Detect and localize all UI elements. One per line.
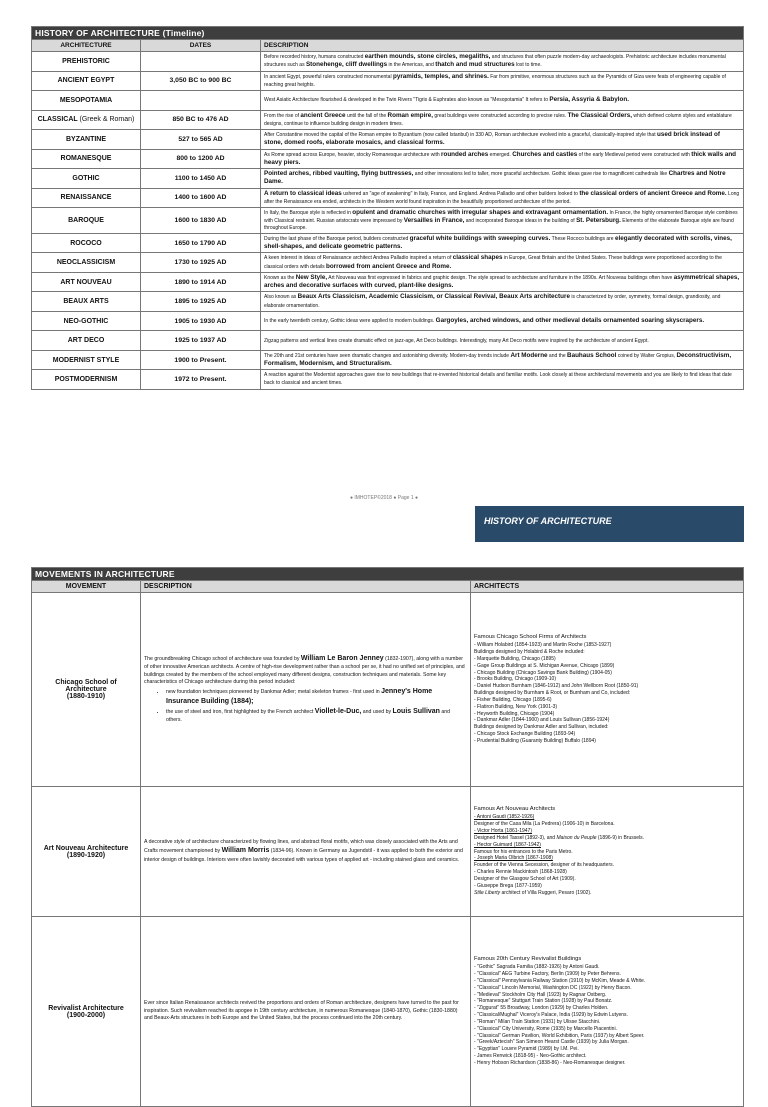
- desc-emphasis: borrowed from ancient Greece and Rome.: [325, 262, 452, 270]
- desc-text: and structures that often puzzle modern-day archaeologists. Prehistoric architecture includes monumental structures such as: [264, 54, 726, 69]
- description-cell: [261, 188, 744, 208]
- architecture-name: ROMANESQUE: [60, 155, 112, 163]
- desc-text: the use of steel and iron, first highlighted by the French architect: [166, 709, 315, 716]
- description-cell: [261, 91, 744, 111]
- architect-entry: - Joseph Maria Olbrich (1867-1908): [474, 855, 553, 862]
- architect-entry: Famous for his entrances to the Paris Metro.: [474, 848, 573, 855]
- dates-cell: 1895 to 1925 AD: [141, 292, 261, 312]
- desc-emphasis: Beaux Arts Classicism, Academic Classicism, or Classical Revival, Beaux Arts architecture: [297, 293, 570, 301]
- list-item: [166, 687, 467, 707]
- architecture-name: PREHISTORIC: [62, 57, 110, 65]
- desc-emphasis: Chartres and Notre Dame.: [264, 170, 726, 186]
- desc-emphasis: St. Petersburg.: [576, 217, 621, 225]
- description-cell: [261, 208, 744, 234]
- architect-entry: - "Romanesque" Stuttgart Train Station (1928) by Paul Bonatz.: [474, 998, 613, 1005]
- architect-entry: Buildings designed by Holabird & Roche included:: [474, 648, 585, 655]
- architect-entry: - Gage Group Buildings at S. Michigan Avenue, Chicago (1899): [474, 662, 615, 669]
- desc-emphasis: Pointed arches, ribbed vaulting, flying buttresses,: [264, 170, 414, 178]
- desc-text: The 20th and 21st centuries have seen dramatic changes and astonishing diversity. Modern-day trends include: [264, 352, 511, 359]
- architect-entry: [474, 835, 740, 842]
- timeline-row: [32, 272, 744, 292]
- timeline-row: [32, 71, 744, 91]
- architect-entry: - James Renwick (1818-95) - Neo-Gothic architect.: [474, 1053, 587, 1060]
- movement-name: [32, 593, 141, 787]
- movement-row-revivalist: [32, 917, 744, 1107]
- dates-cell: 1400 to 1600 AD: [141, 188, 261, 208]
- description-cell: [261, 130, 744, 150]
- description-cell: [261, 149, 744, 169]
- timeline-table: [31, 26, 744, 390]
- architects-list: [471, 917, 744, 1107]
- architect-entry: - Marquette Building, Chicago (1895): [474, 655, 556, 662]
- architect-entry: - "Greek/Aztecish" San Simeon Hearst Castle (1939) by Julia Morgan.: [474, 1039, 629, 1046]
- architecture-name-suffix: (Greek & Roman): [79, 116, 135, 124]
- architecture-name: RENAISSANCE: [60, 194, 112, 202]
- desc-emphasis: A return to classical ideas: [264, 189, 342, 197]
- timeline-row: [32, 331, 744, 351]
- desc-text: (1834-96). Known in Germany as Jugendstil - it was applied to both the exterior and interior design of buildings. Interiors were often lavishly decorated with various types of applied art - including stained glass and ceramics.: [144, 848, 463, 863]
- desc-text: Far from primitive, enormous structures such as the Pyramids of Giza were feats of engineering capable of reaching great heights.: [264, 73, 726, 88]
- architecture-cell: [32, 208, 141, 234]
- desc-emphasis: Bauhaus School: [567, 351, 617, 359]
- architecture-name: BAROQUE: [68, 216, 104, 224]
- desc-emphasis: Louis Sullivan: [392, 708, 440, 716]
- architect-entry: - "Roman" Milan Train Station (1931) by Ulisse Stacchini.: [474, 1018, 601, 1025]
- architecture-cell: [32, 370, 141, 390]
- characteristics-list: [144, 687, 467, 725]
- architecture-name: ANCIENT EGYPT: [57, 77, 115, 85]
- desc-text: These Rococo buildings are: [550, 235, 615, 242]
- timeline-row: [32, 149, 744, 169]
- desc-emphasis: William Morris: [221, 847, 270, 855]
- architect-entry: - Prudential Building (Guaranty Building) Buffalo (1894): [474, 737, 596, 744]
- architecture-name: ART NOUVEAU: [60, 278, 112, 286]
- desc-emphasis: Churches and castles: [512, 150, 578, 158]
- architecture-name: BYZANTINE: [65, 135, 107, 143]
- column-header-architecture: ARCHITECTURE: [32, 40, 141, 52]
- dates-cell: 800 to 1200 AD: [141, 149, 261, 169]
- description-cell: [261, 169, 744, 189]
- desc-text: After Constantine moved the capital of the Roman empire to Byzantium (now called Istanbul) in 330 AD, Roman architecture evolved into a graceful, classically-inspired style that: [264, 132, 657, 139]
- architecture-cell: [32, 188, 141, 208]
- description-cell: [261, 331, 744, 351]
- architect-entry: - Charles Rennie Mackintosh (1868-1928): [474, 869, 567, 876]
- dates-cell: 3,050 BC to 900 BC: [141, 71, 261, 91]
- desc-emphasis: Persia, Assyria & Babylon.: [549, 96, 629, 104]
- dates-cell: [141, 91, 261, 111]
- desc-emphasis: thick walls and heavy piers.: [264, 150, 737, 166]
- desc-text: which defined column styles and entablature designs, continue to influence building design in modern times.: [264, 113, 732, 127]
- architect-entry: - Dankmar Adler (1844-1900) and Louis Sullivan (1856-1924): [474, 717, 610, 724]
- architecture-cell: [32, 52, 141, 72]
- description-cell: [261, 110, 744, 130]
- movement-description: [141, 787, 471, 917]
- timeline-row: [32, 253, 744, 273]
- description-cell: [261, 71, 744, 91]
- list-item: [166, 707, 467, 725]
- architect-entry: - "Classical" Lincoln Memorial, Washington DC (1922) by Henry Bacon.: [474, 984, 632, 991]
- desc-text: A decorative style of architecture characterized by flowing lines, and abstract floral motifs, which was closely associated with the Arts and Crafts movement championed by: [144, 838, 458, 855]
- movements-title: MOVEMENTS IN ARCHITECTURE: [32, 568, 744, 581]
- desc-text: of the early Medieval period were constructed with: [577, 151, 692, 158]
- architect-entry: - Heyworth Building, Chicago (1904): [474, 710, 555, 717]
- architecture-cell: [32, 292, 141, 312]
- column-header-description: DESCRIPTION: [141, 581, 471, 593]
- architecture-name: POSTMODERNISM: [54, 376, 118, 384]
- entry-text: (1896-9) in Brussels.: [596, 834, 645, 841]
- architecture-cell: [32, 350, 141, 370]
- architect-entry: Buildings designed by Burnham & Root, or Burnham and Co, included:: [474, 690, 631, 697]
- architect-entry: - "Classical" German Pavilion, World Exhibition, Paris (1937) by Albert Speer.: [474, 1032, 645, 1039]
- dates-cell: 850 BC to 476 AD: [141, 110, 261, 130]
- description-cell: [261, 52, 744, 72]
- architecture-cell: [32, 149, 141, 169]
- movement-description: [141, 593, 471, 787]
- architecture-name: CLASSICAL: [37, 116, 78, 124]
- architecture-cell: [32, 110, 141, 130]
- dates-cell: 1650 to 1790 AD: [141, 233, 261, 253]
- description-cell: [261, 311, 744, 331]
- desc-text: emerged.: [488, 151, 513, 158]
- desc-emphasis: The Classical Orders,: [567, 112, 632, 120]
- movement-row-art-nouveau: [32, 787, 744, 917]
- desc-emphasis: New Style,: [295, 273, 328, 281]
- desc-text: Art Nouveau was first expressed in fabrics and graphic design. The style spread to architecture and furniture in the 1890s. Art Nouveau buildings often have: [327, 274, 674, 281]
- movement-title: Chicago School of Architecture: [55, 679, 117, 693]
- movement-years: (1890-1920): [66, 851, 106, 859]
- architect-entry: Designer of the Casa Mila (La Pedrera) (1906-10) in Barcelona.: [474, 821, 615, 828]
- desc-text: great buildings were constructed according to precise rules.: [433, 113, 568, 120]
- desc-emphasis: opulent and dramatic churches with irregular shapes and extravagant ornamentation.: [352, 209, 609, 216]
- architecture-cell: [32, 331, 141, 351]
- desc-text: In France, the highly ornamented Baroque style combines with Classical restraint. Russian aristocrats were impressed by: [264, 210, 738, 225]
- desc-emphasis: William Le Baron Jenney: [300, 655, 384, 663]
- architecture-name: NEOCLASSICISM: [56, 259, 116, 267]
- desc-emphasis: Roman empire,: [387, 112, 434, 120]
- movement-title: Revivalist Architecture: [48, 1004, 124, 1012]
- movement-description: Ever since Italian Renaissance architects revived the proportions and orders of Roman architecture, designers have turned to the past for inspiration. Such revivalism reached its apogee in 19th century architecture, in numerous Romanesque (1840-1870), Gothic (1830-1880) and Beaux-Arts structures in both Europe and the United States, but the process continued into the 20th century.: [141, 917, 471, 1107]
- architect-entry: - Chicago Building (Chicago Savings Bank Building) (1904-05): [474, 669, 612, 676]
- desc-text: From the rise of: [264, 113, 301, 120]
- entry-italic: Stile Liberty: [474, 889, 501, 896]
- desc-emphasis: rounded arches: [441, 150, 489, 158]
- desc-text: Also known as: [264, 294, 298, 301]
- description-cell: [261, 292, 744, 312]
- architecture-name: GOTHIC: [72, 174, 100, 182]
- desc-emphasis: asymmetrical shapes, arches and decorative surfaces with curved, plant-like designs.: [264, 273, 740, 290]
- entry-text: architect of Villa Ruggeri, Pesaro (1902).: [500, 889, 592, 896]
- architecture-name: MESOPOTAMIA: [59, 96, 113, 104]
- desc-emphasis: Art Moderne: [510, 351, 548, 359]
- column-header-movement: MOVEMENT: [32, 581, 141, 593]
- architect-entry: - Daniel Hudson Burnham (1846-1912) and John Wellborn Root (1850-91): [474, 683, 639, 690]
- architects-list: [471, 593, 744, 787]
- architect-entry: - Brooks Building, Chicago (1909-10): [474, 676, 556, 683]
- architect-entry: - Hector Guimard (1867-1942): [474, 841, 541, 848]
- architecture-cell: [32, 71, 141, 91]
- timeline-row: [32, 110, 744, 130]
- movements-table: [31, 567, 744, 1107]
- desc-text: in the Americas, and: [387, 62, 436, 69]
- desc-emphasis: Stonehenge, cliff dwellings: [305, 61, 388, 69]
- desc-text: and other innovations led to taller, more graceful architecture. Gothic ideas gave rise to magnificent cathedrals like: [413, 171, 669, 178]
- architect-entry: - Victor Horta (1861-1947): [474, 828, 532, 835]
- desc-text: Before recorded history, humans constructed: [264, 54, 365, 61]
- entry-text: Designed Hotel Tassel (1892-3), and: [474, 834, 557, 841]
- timeline-row: [32, 370, 744, 390]
- dates-cell: 1905 to 1930 AD: [141, 311, 261, 331]
- desc-text: and used by: [361, 709, 393, 716]
- architect-entry: - William Holabird (1854-1923) and Martin Roche (1853-1927): [474, 642, 612, 649]
- timeline-row: [32, 350, 744, 370]
- architecture-name: ROCOCO: [70, 239, 102, 247]
- dates-cell: 1730 to 1925 AD: [141, 253, 261, 273]
- architect-entry: - "Ziggurat" 55 Broadway, London (1929) by Charles Holden.: [474, 1005, 609, 1012]
- desc-text: and the: [547, 352, 568, 359]
- desc-text: lost to time.: [514, 62, 542, 69]
- architecture-cell: [32, 233, 141, 253]
- timeline-row: [32, 311, 744, 331]
- desc-emphasis: Deconstructivism, Formalism, Modernism, and Structuralism.: [264, 351, 732, 368]
- desc-text: and incorporated Baroque ideas in the building of: [464, 218, 577, 225]
- architecture-name: BEAUX ARTS: [63, 298, 109, 306]
- dates-cell: 1900 to Present.: [141, 350, 261, 370]
- dates-cell: 1972 to Present.: [141, 370, 261, 390]
- architecture-cell: [32, 311, 141, 331]
- architecture-cell: [32, 169, 141, 189]
- movement-title: Art Nouveau Architecture: [43, 844, 129, 852]
- description-cell: [261, 253, 744, 273]
- architect-entry: - "Classical" AEG Turbine Factory, Berlin (1909) by Peter Behrens.: [474, 970, 621, 977]
- timeline-row: [32, 52, 744, 72]
- desc-text: The groundbreaking Chicago school of architecture was founded by: [144, 656, 301, 663]
- architect-entry: [474, 890, 740, 897]
- dates-cell: 1925 to 1937 AD: [141, 331, 261, 351]
- desc-text: Known as the: [264, 274, 296, 281]
- dates-cell: [141, 52, 261, 72]
- movement-row-chicago: [32, 593, 744, 787]
- desc-text: is characterized by order, symmetry, formal design, grandiosity, and elaborate ornamentation.: [264, 294, 721, 309]
- architect-entry: - "Classical" City University, Rome (1935) by Marcello Piacentini.: [474, 1025, 617, 1032]
- column-header-description: DESCRIPTION: [261, 40, 744, 52]
- desc-emphasis: earthen mounds, stone circles, megaliths,: [364, 53, 491, 61]
- desc-emphasis: ancient Greece: [300, 112, 346, 120]
- desc-text: A reaction against the Modernist approaches gave rise to new buildings that re-invented historical details and familiar motifs. Look closely at these architectural movements and you are likely to find ideas that date back to classical and ancient times.: [264, 372, 732, 386]
- description-cell: [261, 370, 744, 390]
- architect-entry: Designer of the Glasgow School of Art (1909).: [474, 876, 576, 882]
- timeline-row: [32, 130, 744, 150]
- architects-list: [471, 787, 744, 917]
- movement-name: [32, 917, 141, 1107]
- desc-text: Zigzag patterns and vertical lines create dramatic effect on jazz-age, Art Deco buildings. Interestingly, many Art Deco motifs were inspired by the architecture of ancient Egypt.: [264, 337, 649, 344]
- desc-text: until the fall of the: [345, 113, 388, 120]
- timeline-title: HISTORY OF ARCHITECTURE (Timeline): [32, 27, 744, 40]
- architect-entry: - Henry Hobson Richardson (1838-86) - Neo-Romanesque designer.: [474, 1059, 626, 1066]
- desc-emphasis: pyramids, temples, and shrines.: [392, 72, 489, 80]
- architect-entry: - "Classical" Pennsylvania Railway Station (1910) by McKim, Meade & White.: [474, 977, 646, 984]
- architect-entry: - "Gothic" Sagrada Familia (1882-1926) by Antoni Gaudi.: [474, 964, 600, 971]
- architect-entry: - "Egyptian" Louvre Pyramid (1989) by I.M. Pei.: [474, 1046, 579, 1053]
- architect-entry: - Chicago Stock Exchange Building (1893-94): [474, 731, 576, 738]
- architect-entry: - Antoni Gaudi (1852-1926): [474, 814, 535, 821]
- architect-entry: - "Classical/Mughal" Viceroy's Palace, India (1929) by Edwin Lutyens.: [474, 1012, 628, 1019]
- desc-text: West Asiatic Architecture flourished & developed in the Twin Rivers "Tigris & Euphrates also known as "Mesopotamia" It refers to: [264, 97, 550, 104]
- timeline-row: [32, 188, 744, 208]
- column-header-architects: ARCHITECTS: [471, 581, 744, 593]
- architecture-cell: [32, 91, 141, 111]
- desc-emphasis: the classical orders of ancient Greece and Rome.: [579, 189, 727, 197]
- desc-text: new foundation techniques pioneered by Dankmar Adler; metal skeleton frames - first used in: [166, 688, 382, 695]
- dates-cell: 527 to 565 AD: [141, 130, 261, 150]
- architecture-cell: [32, 253, 141, 273]
- page-footer: ● IMHOTEP©2018 ● Page 1 ●: [349, 495, 419, 501]
- architect-entry: - Flatiron Building, New York (1901-3): [474, 703, 558, 710]
- desc-text: coined by Walter Gropius,: [616, 352, 677, 359]
- desc-text: In Italy, the Baroque style is reflected in: [264, 210, 353, 216]
- movement-years: (1900-2000): [66, 1011, 106, 1019]
- desc-text: Long after the Renaissance era ended, architects in the Western world found inspiration in the beautifully proportioned architecture of the period.: [264, 190, 740, 205]
- desc-emphasis: thatch and mud structures: [435, 61, 515, 69]
- architect-entry: - Fisher Building, Chicago (1895-6): [474, 696, 552, 703]
- architect-entry: - Giuseppe Brega (1877-1959): [474, 882, 542, 889]
- dates-cell: 1890 to 1914 AD: [141, 272, 261, 292]
- desc-emphasis: graceful white buildings with sweeping curves.: [409, 234, 551, 242]
- column-header-dates: DATES: [141, 40, 261, 52]
- desc-text: In the early twentieth century, Gothic ideas were applied to modern buildings.: [264, 318, 436, 324]
- architecture-name: NEO-GOTHIC: [63, 317, 109, 325]
- movement-name: [32, 787, 141, 917]
- architect-entry: Founder of the Vienna Secession, designer of its headquarters.: [474, 862, 614, 869]
- desc-text: ushered an "age of awakening" in Italy, France, and England. Andrea Palladio and other builders looked to: [341, 190, 580, 197]
- dates-cell: 1600 to 1830 AD: [141, 208, 261, 234]
- architecture-name: ART DECO: [67, 337, 105, 345]
- timeline-row: [32, 292, 744, 312]
- desc-text: A keen interest in ideas of Renaissance architect Andrea Palladio inspired a return of: [264, 255, 453, 262]
- timeline-row: [32, 91, 744, 111]
- desc-emphasis: Viollet-le-Duc,: [314, 708, 362, 716]
- desc-emphasis: Versailles in France,: [403, 217, 465, 225]
- desc-text: As Rome spread across Europe, heavier, stocky Romanesque architecture with: [264, 151, 442, 158]
- section-banner: HISTORY OF ARCHITECTURE: [475, 506, 744, 542]
- timeline-row: [32, 169, 744, 189]
- desc-text: In ancient Egypt, powerful rulers constructed monumental: [264, 73, 393, 80]
- entry-italic: Maison du Peuple: [556, 834, 597, 841]
- architects-heading: Famous Art Nouveau Architects: [474, 806, 556, 813]
- desc-emphasis: used brick instead of stone, domed roofs, elaborate mosaics, and classical forms.: [264, 131, 720, 147]
- desc-emphasis: Gargoyles, arched windows, and other medieval details ornamented soaring skyscrapers.: [435, 317, 705, 324]
- architecture-cell: [32, 272, 141, 292]
- description-cell: [261, 233, 744, 253]
- movement-years: (1880-1910): [66, 693, 106, 700]
- architects-heading: Famous 20th Century Revivalist Buildings: [474, 956, 582, 963]
- description-cell: [261, 272, 744, 292]
- architecture-cell: [32, 130, 141, 150]
- architect-entry: Buildings designed by Dankmar Adler and Sullivan, included:: [474, 724, 609, 731]
- desc-text: (1832-1907), along with a number of other innovative American architects. A centre of high-rise development rather than a school per se, it had no unified set of principles, and buildings created by the members of the school employed many different designs, construction techniques and materials. Some key characteristics of Chicago architecture during this period included:: [144, 656, 465, 686]
- architecture-name: MODERNIST STYLE: [52, 356, 120, 364]
- desc-text: During the last phase of the Baroque period, builders constructed: [264, 235, 410, 242]
- description-cell: [261, 350, 744, 370]
- architects-heading: Famous Chicago School Firms of Architects: [474, 634, 587, 641]
- timeline-row: [32, 208, 744, 234]
- dates-cell: 1100 to 1450 AD: [141, 169, 261, 189]
- architect-entry: - "Medieval" Stockholm City Hall (1923) by Ragnar Ostberg.: [474, 991, 607, 998]
- desc-text: Elements of the elaborate Baroque style are found throughout Europe.: [264, 218, 734, 232]
- desc-emphasis: classical shapes: [452, 254, 503, 262]
- timeline-row: [32, 233, 744, 253]
- desc-emphasis: elegantly decorated with scrolls, vines, shell-shapes, and delicate geometric patterns.: [264, 234, 732, 251]
- desc-emphasis: Jenney's Home Insurance Building (1884);: [166, 687, 433, 706]
- desc-text: and others.: [166, 709, 451, 724]
- desc-text: in Europe, Great Britain and the United States. These buildings were proportioned according to the classical orders with details: [264, 255, 722, 270]
